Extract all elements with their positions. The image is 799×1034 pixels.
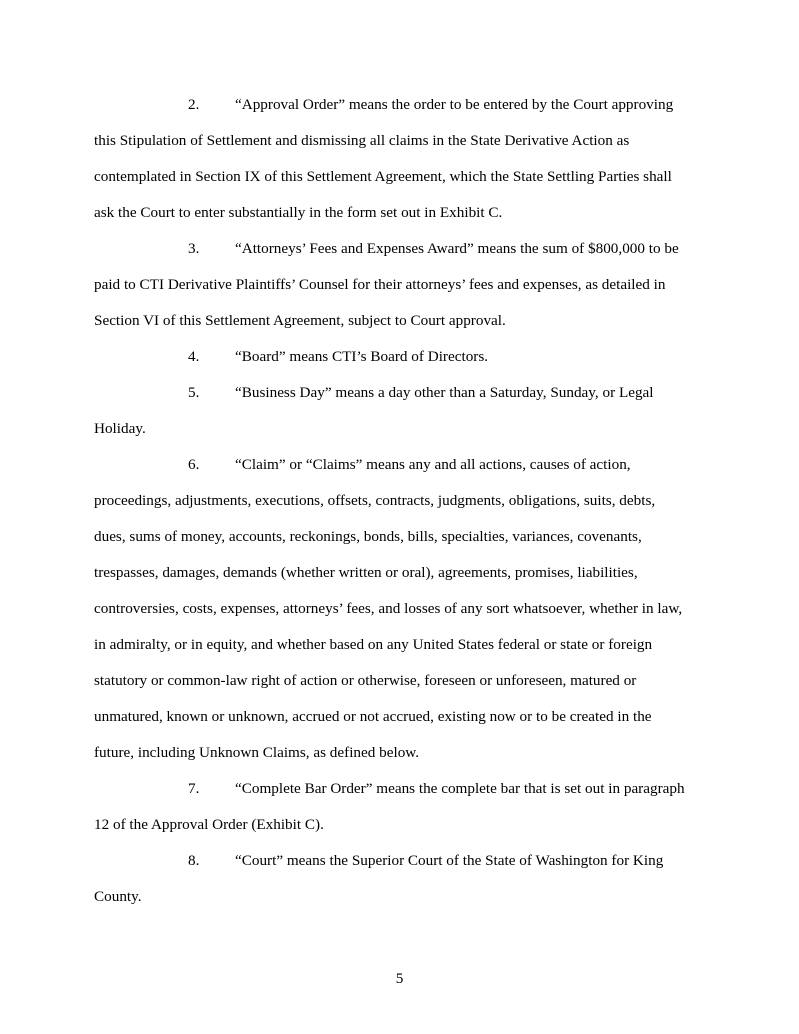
paragraph-line: this Stipulation of Settlement and dismissing all claims in the State Derivative Action as bbox=[94, 132, 630, 149]
paragraph-line: proceedings, adjustments, executions, offsets, contracts, judgments, obligations, suits, debts, bbox=[94, 492, 656, 509]
paragraph-line: dues, sums of money, accounts, reckonings, bonds, bills, specialties, variances, covenants, bbox=[94, 528, 642, 545]
paragraph-first-line: “Claim” or “Claims” means any and all actions, causes of action, bbox=[235, 456, 631, 473]
paragraph-line: paid to CTI Derivative Plaintiffs’ Counsel for their attorneys’ fees and expenses, as detailed in bbox=[94, 276, 666, 293]
paragraph-line: statutory or common-law right of action or otherwise, foreseen or unforeseen, matured or bbox=[94, 672, 637, 689]
paragraph-line: in admiralty, or in equity, and whether based on any United States federal or state or foreign bbox=[94, 636, 653, 653]
paragraph-number: 6. bbox=[188, 456, 200, 473]
page-number: 5 bbox=[395, 970, 404, 987]
paragraph-number: 5. bbox=[188, 384, 200, 401]
paragraph-number: 3. bbox=[188, 240, 200, 257]
paragraph-line: Section VI of this Settlement Agreement, subject to Court approval. bbox=[94, 312, 506, 329]
paragraph-first-line: “Court” means the Superior Court of the State of Washington for King bbox=[235, 852, 664, 869]
paragraph-line: future, including Unknown Claims, as defined below. bbox=[94, 744, 420, 761]
paragraph-line: unmatured, known or unknown, accrued or not accrued, existing now or to be created in the bbox=[94, 708, 652, 725]
paragraph-number: 2. bbox=[188, 96, 200, 113]
paragraph-first-line: “Board” means CTI’s Board of Directors. bbox=[235, 348, 489, 365]
paragraph-first-line: “Attorneys’ Fees and Expenses Award” means the sum of $800,000 to be bbox=[235, 240, 679, 257]
paragraph-number: 4. bbox=[188, 348, 200, 365]
paragraph-line: contemplated in Section IX of this Settlement Agreement, which the State Settling Parties shall bbox=[94, 168, 672, 185]
paragraph-line: trespasses, damages, demands (whether written or oral), agreements, promises, liabilities, bbox=[94, 564, 638, 581]
paragraph-line: Holiday. bbox=[94, 420, 146, 437]
paragraph-first-line: “Complete Bar Order” means the complete bar that is set out in paragraph bbox=[235, 780, 685, 797]
paragraph-number: 8. bbox=[188, 852, 200, 869]
paragraph-first-line: “Approval Order” means the order to be entered by the Court approving bbox=[235, 96, 674, 113]
paragraph-line: controversies, costs, expenses, attorneys’ fees, and losses of any sort whatsoever, whether in law, bbox=[94, 600, 683, 617]
paragraph-line: County. bbox=[94, 888, 142, 905]
paragraph-first-line: “Business Day” means a day other than a Saturday, Sunday, or Legal bbox=[235, 384, 654, 401]
paragraph-number: 7. bbox=[188, 780, 200, 797]
paragraph-line: ask the Court to enter substantially in the form set out in Exhibit C. bbox=[94, 204, 503, 221]
paragraph-line: 12 of the Approval Order (Exhibit C). bbox=[94, 816, 324, 833]
